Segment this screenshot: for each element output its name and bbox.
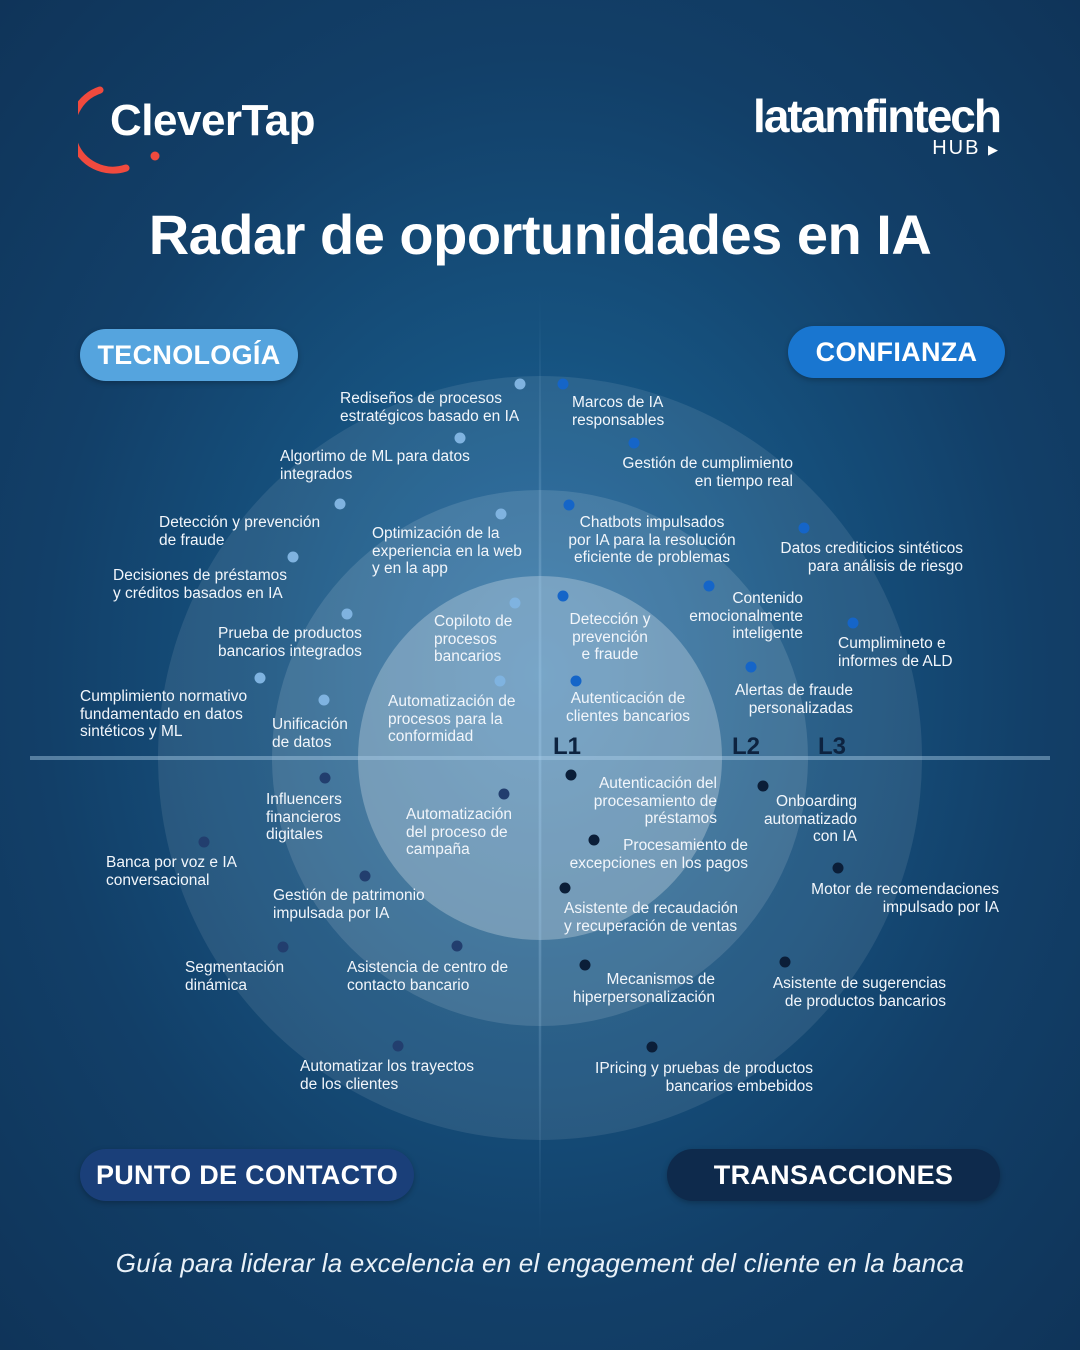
radar-dot	[848, 618, 859, 629]
page-title: Radar de oportunidades en IA	[148, 203, 932, 266]
radar-dot	[360, 871, 371, 882]
radar-item: Algortimo de ML para datos integrados	[280, 448, 470, 483]
radar-item: Automatización del proceso de campaña	[406, 806, 512, 858]
radar-dot	[515, 379, 526, 390]
vertical-axis	[538, 285, 542, 1245]
radar-item: Decisiones de préstamos y créditos basados en IA	[113, 567, 288, 602]
radar-dot	[452, 941, 463, 952]
radar-item: Asistencia de centro de contacto bancario	[347, 959, 509, 994]
tagline: Guía para liderar la excelencia en el engagement del cliente en la banca	[115, 1248, 965, 1278]
radar-dot	[455, 433, 466, 444]
radar-dot	[335, 499, 346, 510]
play-triangle-icon: ▶	[988, 142, 1000, 157]
radar-item: Gestión de patrimonio impulsada por IA	[273, 887, 425, 922]
radar-item: Cumplimineto e informes de ALD	[838, 635, 953, 670]
radar-item: IPricing y pruebas de productos bancarios embebidos	[595, 1060, 813, 1095]
radar-dot	[629, 438, 640, 449]
radar-dot	[495, 676, 506, 687]
radar-dot	[571, 676, 582, 687]
radar-dot	[564, 500, 575, 511]
radar-item: Autenticación del procesamiento de préstamos	[593, 775, 717, 827]
quadrant-confianza: CONFIANZA	[788, 326, 1005, 378]
ring-label-l2: L2	[732, 733, 761, 760]
radar-item: Rediseños de procesos estratégicos basado en IA	[340, 390, 520, 425]
latamfintech-wordmark: latamfintech	[753, 90, 1000, 142]
clevertap-wordmark: CleverTap	[110, 96, 315, 145]
radar-dot	[278, 942, 289, 953]
quadrant-punto-de-contacto: PUNTO DE CONTACTO	[80, 1149, 414, 1201]
radar-item: Asistente de sugerencias de productos bancarios	[772, 975, 946, 1010]
radar-item: Autenticación de clientes bancarios	[565, 690, 691, 725]
radar-item: Detección y prevención de fraude	[159, 514, 321, 549]
radar-item: Asistente de recaudación y recuperación de ventas	[564, 900, 739, 935]
radar-dot	[566, 770, 577, 781]
radar-item: Chatbots impulsados por IA para la resolución eficiente de problemas	[568, 514, 736, 566]
radar-dot	[319, 695, 330, 706]
radar-dot	[199, 837, 210, 848]
radar-dot	[558, 379, 569, 390]
radar-dot	[833, 863, 844, 874]
radar-dot	[558, 591, 569, 602]
radar-item: Datos crediticios sintéticos para análisis de riesgo	[780, 540, 963, 575]
radar-item: Unificación de datos	[272, 716, 348, 751]
radar-dot	[746, 662, 757, 673]
radar-dot	[758, 781, 769, 792]
radar-item: Prueba de productos bancarios integrados	[218, 625, 362, 660]
radar-dot	[499, 789, 510, 800]
radar-dot	[342, 609, 353, 620]
radar-item: Contenido emocionalmente inteligente	[689, 590, 803, 642]
quadrant-transacciones: TRANSACCIONES	[667, 1149, 1000, 1201]
radar-dot	[510, 598, 521, 609]
radar-dot	[496, 509, 507, 520]
radar-item: Gestión de cumplimiento en tiempo real	[622, 455, 793, 490]
radar-item: Automatización de procesos para la conformidad	[388, 693, 516, 745]
radar-item: Marcos de IA responsables	[572, 394, 665, 429]
ring-label-l1: L1	[553, 733, 582, 760]
radar-dot	[799, 523, 810, 534]
horizontal-axis	[30, 756, 1050, 760]
radar-dot	[560, 883, 571, 894]
radar-dot	[288, 552, 299, 563]
radar-item: Segmentación dinámica	[185, 959, 285, 994]
radar-dot	[320, 773, 331, 784]
radar-item: Optimización de la experiencia en la web y en la app	[372, 525, 522, 577]
radar-item: Cumplimiento normativo fundamentado en datos sintéticos y ML	[80, 688, 248, 740]
radar-item: Alertas de fraude personalizadas	[734, 682, 853, 717]
radar-dot	[580, 960, 591, 971]
radar-dot	[255, 673, 266, 684]
radar-item: Influencers financieros digitales	[266, 791, 342, 843]
radar-item: Copiloto de procesos bancarios	[434, 613, 513, 665]
radar-dot	[780, 957, 791, 968]
radar-item: Banca por voz e IA conversacional	[106, 854, 237, 889]
radar-item: Motor de recomendaciones impulsado por IA	[811, 881, 999, 916]
hub-wordmark: HUB ▶	[932, 137, 1000, 159]
radar-item: Procesamiento de excepciones en los pagos	[569, 837, 748, 872]
radar-dot	[393, 1041, 404, 1052]
radar-dot	[647, 1042, 658, 1053]
radar-item: Onboarding automatizado con IA	[763, 793, 857, 845]
radar-item: Automatizar los trayectos de los clientes	[300, 1058, 475, 1093]
ring-label-l3: L3	[818, 733, 847, 760]
radar-item: Detección y prevención e fraude	[569, 611, 651, 663]
quadrant-tecnologia: TECNOLOGÍA	[80, 329, 298, 381]
radar-item: Mecanismos de hiperpersonalización	[572, 971, 715, 1006]
